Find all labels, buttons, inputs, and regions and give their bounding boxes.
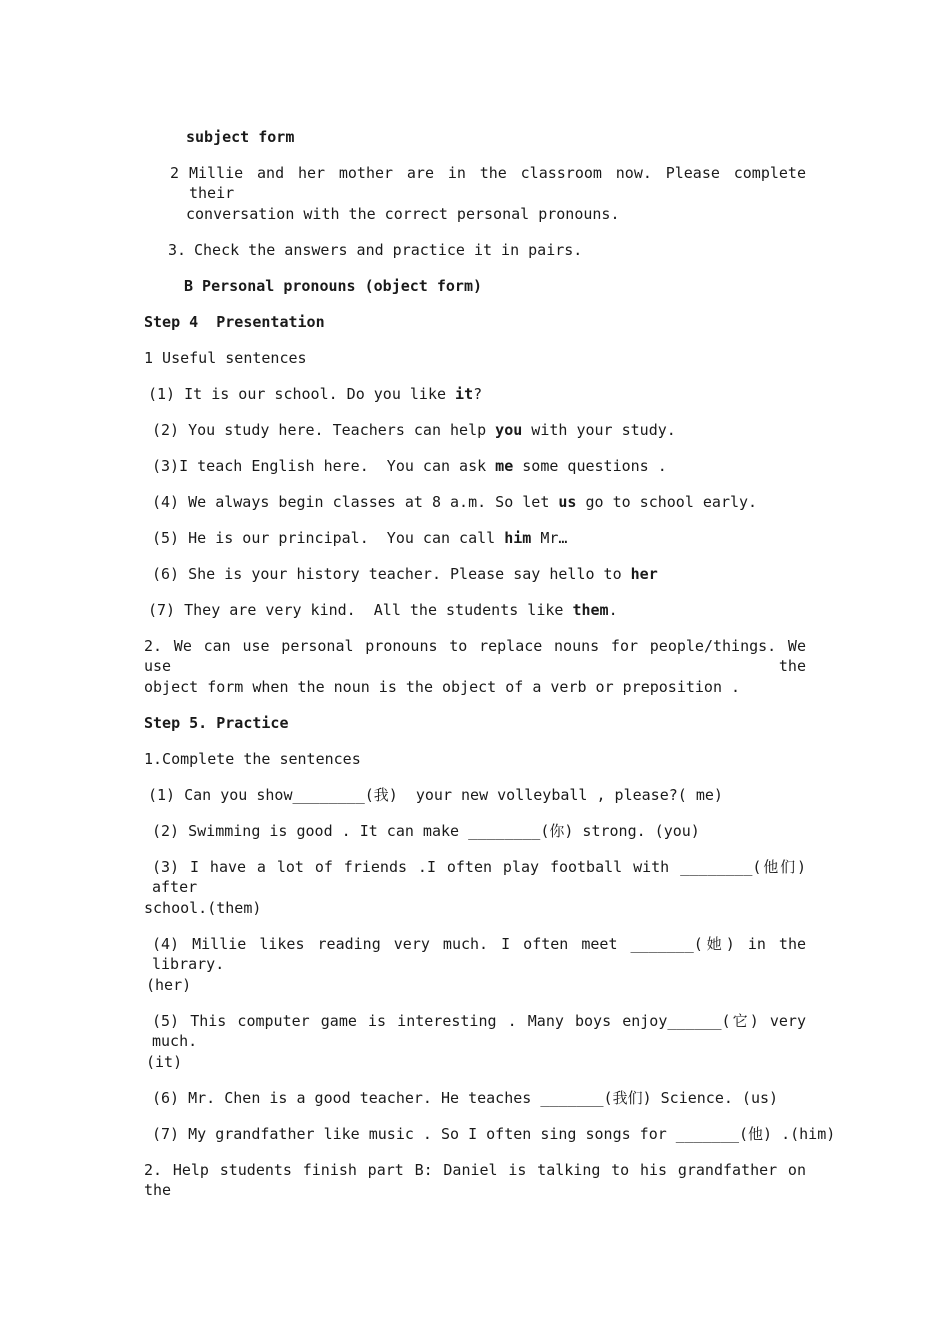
exercise-question-continued: (her): [146, 976, 192, 994]
exercise-question: (3) I have a lot of friends .I often play football with ________(他们) after: [152, 858, 806, 896]
grammar-rule-continued: object form when the noun is the object of a verb or preposition .: [144, 678, 741, 696]
exercise-question: (7) My grandfather like music . So I often sing songs for _______(他) .(him): [152, 1125, 836, 1143]
subject-form-label: subject form: [186, 128, 295, 146]
subheading: 1.Complete the sentences: [144, 750, 361, 768]
example-sentence: (6) She is your history teacher. Please say hello to her: [152, 565, 658, 583]
pronoun-highlight: me: [495, 457, 514, 475]
pronoun-highlight: them: [572, 601, 609, 619]
pronoun-highlight: him: [504, 529, 532, 547]
pronoun-highlight: us: [558, 493, 577, 511]
grammar-rule: 2. We can use personal pronouns to replace nouns for people/things. We use the: [144, 637, 806, 675]
example-sentence: (3)I teach English here. You can ask me some questions .: [152, 457, 667, 475]
section-heading: B Personal pronouns (object form): [184, 277, 483, 295]
exercise-question: (2) Swimming is good . It can make ________(你) strong. (you): [152, 822, 700, 840]
item-text: Check the answers and practice it in pairs.: [194, 241, 583, 259]
item-number: 2: [170, 164, 180, 182]
example-sentence: (5) He is our principal. You can call him Mr…: [152, 529, 568, 547]
example-sentence: (7) They are very kind. All the students like them.: [148, 601, 618, 619]
pronoun-highlight: it: [455, 385, 474, 403]
item-text-continued: conversation with the correct personal pronouns.: [186, 205, 620, 223]
item-number: 3.: [168, 241, 187, 259]
subheading: 1 Useful sentences: [144, 349, 307, 367]
pronoun-highlight: you: [495, 421, 523, 439]
exercise-question: (6) Mr. Chen is a good teacher. He teaches _______(我们) Science. (us): [152, 1089, 779, 1107]
item-text: Millie and her mother are in the classroom now. Please complete their: [189, 164, 806, 202]
exercise-question: (4) Millie likes reading very much. I often meet _______(她) in the library.: [152, 935, 806, 973]
exercise-question: (1) Can you show________(我) your new volleyball , please?( me): [148, 786, 723, 804]
example-sentence: (2) You study here. Teachers can help you with your study.: [152, 421, 676, 439]
exercise-question-continued: school.(them): [144, 899, 262, 917]
example-sentence: (4) We always begin classes at 8 a.m. So let us go to school early.: [152, 493, 758, 511]
exercise-instruction: 2. Help students finish part B: Daniel is talking to his grandfather on the: [144, 1161, 806, 1199]
step-heading: Step 5. Practice: [144, 714, 289, 732]
exercise-question-continued: (it): [146, 1053, 183, 1071]
pronoun-highlight: her: [630, 565, 658, 583]
example-sentence: (1) It is our school. Do you like it?: [148, 385, 483, 403]
step-heading: Step 4 Presentation: [144, 313, 325, 331]
exercise-question: (5) This computer game is interesting . Many boys enjoy______(它) very much.: [152, 1012, 806, 1050]
